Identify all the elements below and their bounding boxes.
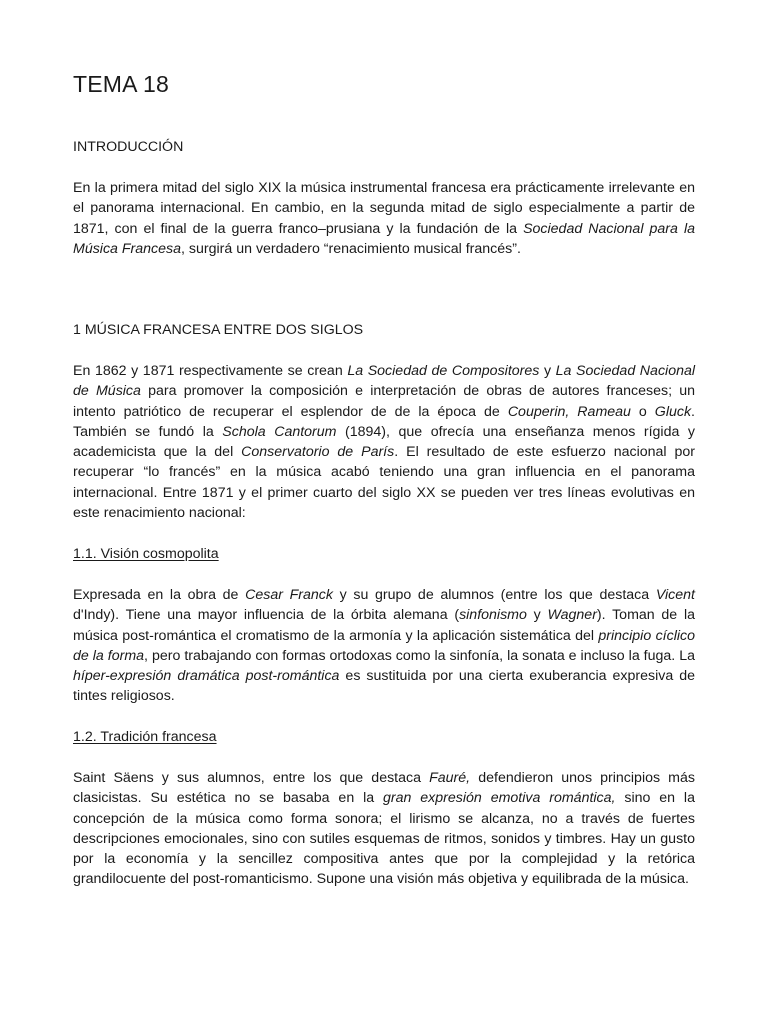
text-run: para promover la composición e interpretación de obras de autores franceses; un intento patriótico de recuperar el esplendor de de la época de [73, 383, 695, 420]
subsection-1-2-paragraph [73, 768, 695, 890]
italic-text-run: Schola Cantorum [222, 423, 337, 440]
text-run: Saint Säens y sus alumnos, entre los que destaca [73, 770, 430, 786]
intro-heading: INTRODUCCIÓN [73, 139, 184, 155]
italic-text-run: Couperin, Rameau [507, 403, 631, 420]
text-run: defendieron unos principios más clasicistas. Su estética no se basaba en la [73, 770, 695, 807]
italic-text-run: Gluck [654, 403, 692, 420]
italic-text-run: Cesar Franck [245, 587, 333, 603]
document-title: TEMA 18 [73, 71, 169, 97]
text-run: En la primera mitad del siglo XIX la música instrumental francesa era prácticamente irrelevante en el panorama internacional. En cambio, en la segunda mitad de siglo especialmente a partir de 1871, con el final de la guerra franco–prusiana y la fundación de la [73, 180, 695, 237]
subsection-1-2-heading: 1.2. Tradición francesa [73, 729, 217, 745]
italic-text-run: gran expresión emotiva romántica, [383, 790, 616, 807]
text-run: ). Toman de la música post-romántica el cromatismo de la armonía y la aplicación sistemática del [73, 607, 695, 644]
text-run: (1894), que ofrecía una enseñanza menos rígida y academicista que la del [73, 423, 695, 461]
italic-text-run: Sociedad Nacional para la Música Francesa [73, 220, 695, 257]
subsection-1-1-paragraph [73, 585, 695, 707]
text-run: Expresada en la obra de [73, 587, 246, 603]
text-run: En 1862 y 1871 respectivamente se crean [73, 363, 348, 379]
italic-text-run: La Sociedad de Compositores [347, 363, 540, 379]
italic-text-run: híper-expresión dramática post-romántica [73, 668, 340, 685]
text-run: . También se fundó la [73, 403, 695, 440]
text-run: es sustituida por una cierta exuberancia expresiva de tintes religiosos. [73, 668, 695, 705]
text-run: o [630, 403, 655, 420]
text-run: y [539, 363, 556, 379]
text-run: y [526, 607, 548, 624]
italic-text-run: La Sociedad Nacional de Música [73, 363, 696, 400]
italic-text-run: Conservatorio de París [241, 444, 395, 461]
text-run: y su grupo de alumnos (entre los que destaca [332, 587, 656, 603]
text-run: , surgirá un verdadero “renacimiento musical francés”. [181, 240, 521, 257]
text-run: . El resultado de este esfuerzo nacional por recuperar “lo francés” en la música acabó teniendo una gran influencia en el panorama internacional. Entre 1871 y el primer cuarto del siglo XX se pueden ver tres líneas evolutivas en este renacimiento nacional: [73, 444, 695, 522]
text-run: , pero trabajando con formas ortodoxas como la sinfonía, la sonata e incluso la fuga. La [144, 647, 695, 664]
italic-text-run: sinfonismo [459, 607, 527, 624]
section-1-paragraph [73, 361, 695, 523]
italic-text-run: Fauré, [429, 770, 471, 786]
intro-paragraph [73, 178, 695, 259]
text-run: d'Indy). Tiene una mayor influencia de la órbita alemana ( [73, 607, 460, 624]
italic-text-run: principio cíclico de la forma [73, 627, 695, 664]
text-run: sino en la concepción de la música como forma sonora; el lirismo se alcanza, no a través de fuertes descripciones emocionales, sino con sutiles esquemas de ritmos, sonidos y timbres. Hay un gusto por la economía y la sencillez compositiva antes que por la complejidad y la retórica grandilocuente del post-romanticismo. Supone una visión más objetiva y equilibrada de la música. [73, 790, 695, 888]
subsection-1-1-heading: 1.1. Visión cosmopolita [73, 546, 219, 562]
italic-text-run: Vicent [655, 587, 695, 603]
italic-text-run: Wagner [547, 607, 597, 624]
section-1-heading: 1 MÚSICA FRANCESA ENTRE DOS SIGLOS [73, 322, 364, 338]
